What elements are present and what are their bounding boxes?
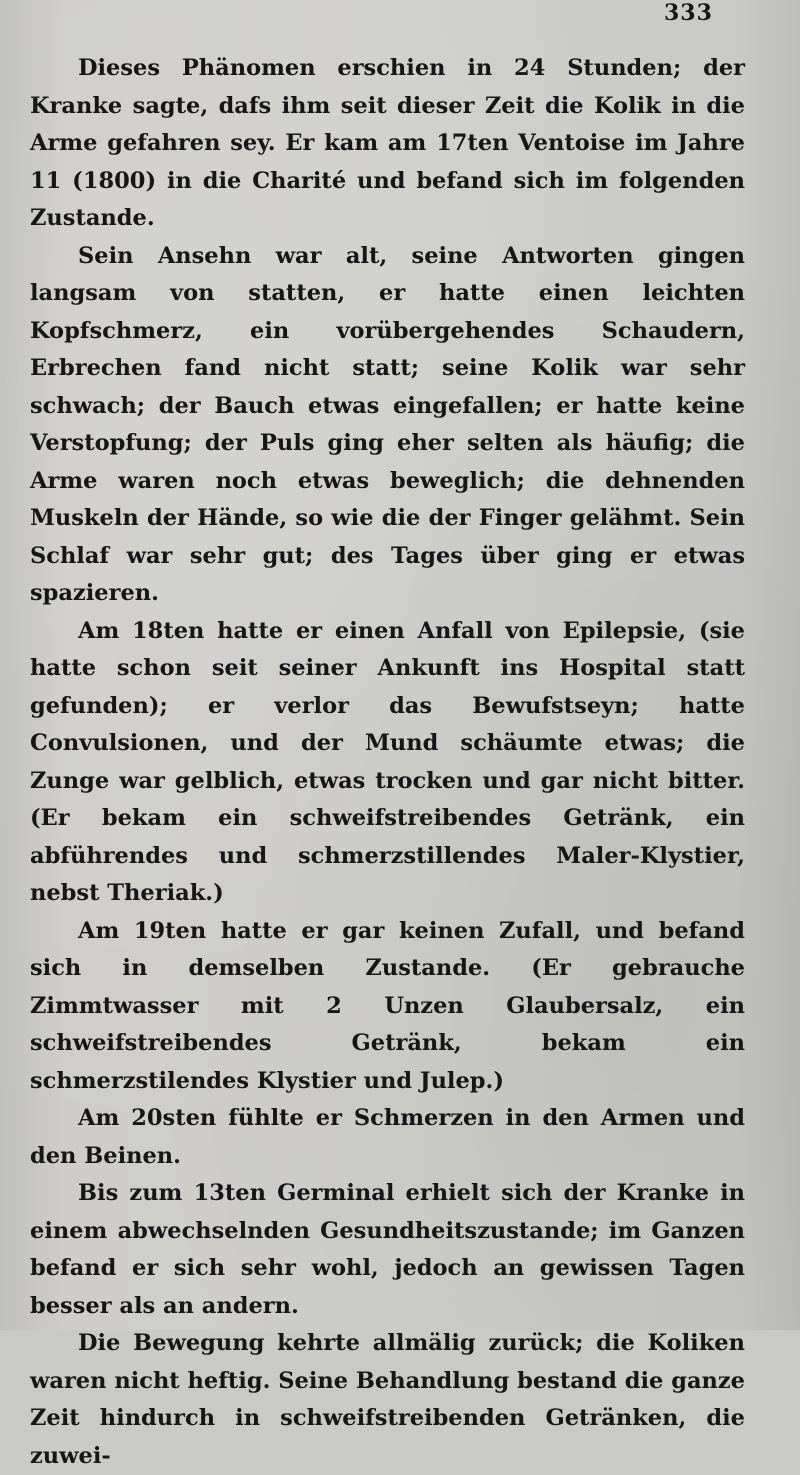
- paragraph-4: Am 19ten hatte er gar keinen Zufall, und befand sich in demselben Zustande. (Er gebrauche Zimmtwasser mit 2 Unzen Glaubersalz, ein schweifstreibendes Getränk, bekam ein schmerzstilendes Klystier und Julep.): [30, 917, 745, 1094]
- paragraph-3: Am 18ten hatte er einen Anfall von Epilepsie, (sie hatte schon seit seiner Ankunft ins Hospital statt gefunden); er verlor das Bewufstseyn; hatte Convulsionen, und der Mund schäumte etwas; die Zunge war gelblich, etwas trocken und gar nicht bitter. (Er bekam ein schweifstreibendes Getränk, ein abführendes und schmerzstillendes Maler-Klystier, nebst Theriak.): [30, 617, 745, 906]
- paragraph-2: Sein Ansehn war alt, seine Antworten gingen langsam von statten, er hatte einen leichten Kopfschmerz, ein vorübergehendes Schaudern, Erbrechen fand nicht statt; seine Kolik war sehr schwach; der Bauch etwas eingefallen; er hatte keine Verstopfung; der Puls ging eher selten als häufig; die Arme waren noch etwas beweglich; die dehnenden Muskeln der Hände, so wie die der Finger gelähmt. Sein Schlaf war sehr gut; des Tages über ging er etwas spazieren.: [30, 242, 745, 606]
- page-text: [30, 50, 745, 1475]
- page-number: 333: [664, 0, 713, 26]
- paragraph-1: Dieses Phänomen erschien in 24 Stunden; der Kranke sagte, dafs ihm seit dieser Zeit die Kolik in die Arme gefahren sey. Er kam am 17ten Ventoise im Jahre 11 (1800) in die Charité und befand sich im folgenden Zustande.: [30, 55, 745, 231]
- paragraph-7: Die Bewegung kehrte allmälig zurück; die Koliken waren nicht heftig. Seine Behandlung bestand die ganze Zeit hindurch in schweifstreibenden Getränken, die zuwei-: [30, 1330, 745, 1469]
- paragraph-6: Bis zum 13ten Germinal erhielt sich der Kranke in einem abwechselnden Gesundheitszustande; im Ganzen befand er sich sehr wohl, jedoch an gewissen Tagen besser als an andern.: [30, 1180, 745, 1319]
- paragraph-5: Am 20sten fühlte er Schmerzen in den Armen und den Beinen.: [30, 1105, 745, 1169]
